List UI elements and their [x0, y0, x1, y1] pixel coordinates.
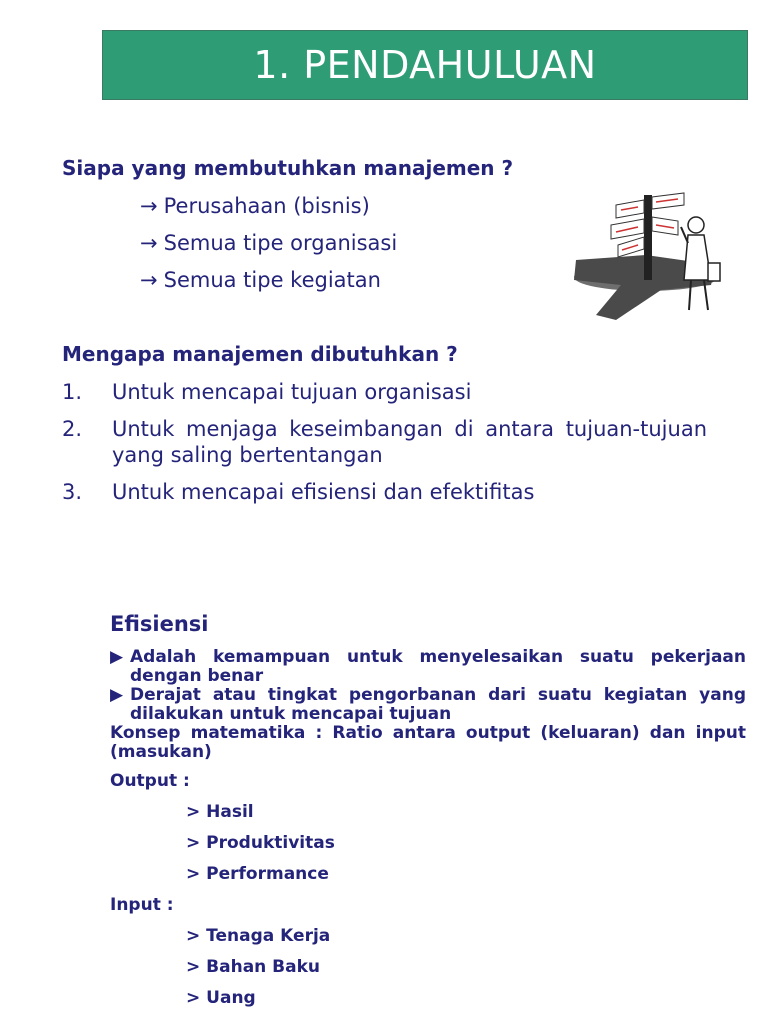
list-item: → Semua tipe organisasi [140, 231, 398, 255]
list-item: > Tenaga Kerja [186, 926, 331, 946]
definition-bullet: ▶ Adalah kemampuan untuk menyelesaikan suatu pekerjaan dengan benar [110, 647, 746, 686]
triangle-bullet-icon: ▶ [110, 685, 124, 705]
definition-bullet: ▶ Derajat atau tingkat pengorbanan dari suatu kegiatan yang dilakukan untuk mencapai tujuan [110, 685, 746, 724]
arrow-right-icon: → [140, 194, 158, 218]
section-heading-why: Mengapa manajemen dibutuhkan ? [62, 342, 458, 366]
output-label: Output : [110, 771, 190, 791]
list-item: > Produktivitas [186, 833, 335, 853]
why-list [62, 379, 707, 516]
input-list [186, 927, 746, 1008]
efisiensi-heading: Efisiensi [110, 612, 209, 636]
list-item: > Hasil [186, 802, 254, 822]
triangle-bullet-icon: ▶ [110, 647, 124, 667]
signpost-confused-person-illustration [566, 185, 731, 325]
list-item: 3. Untuk mencapai efisiensi dan efektifitas [62, 480, 535, 504]
konsep-text: Konsep matematika : Ratio antara output (keluaran) dan input (masukan) [110, 723, 746, 762]
input-label: Input : [110, 895, 174, 915]
arrow-right-icon: → [140, 268, 158, 292]
list-item: 2. Untuk menjaga keseimbangan di antara tujuan-tujuan yang saling bertentangan [62, 417, 707, 467]
list-item: → Semua tipe kegiatan [140, 268, 381, 292]
list-item: → Perusahaan (bisnis) [140, 194, 370, 218]
list-item: > Uang [186, 988, 256, 1008]
arrow-right-icon: → [140, 231, 158, 255]
who-list [140, 192, 397, 303]
section-heading-who: Siapa yang membutuhkan manajemen ? [62, 156, 514, 180]
list-item: 1. Untuk mencapai tujuan organisasi [62, 380, 472, 404]
page-title: 1. PENDAHULUAN [253, 43, 597, 87]
efisiensi-section [110, 612, 746, 1020]
output-list [186, 803, 746, 884]
title-banner [102, 30, 748, 100]
list-item: > Bahan Baku [186, 957, 321, 977]
list-item: > Performance [186, 864, 329, 884]
